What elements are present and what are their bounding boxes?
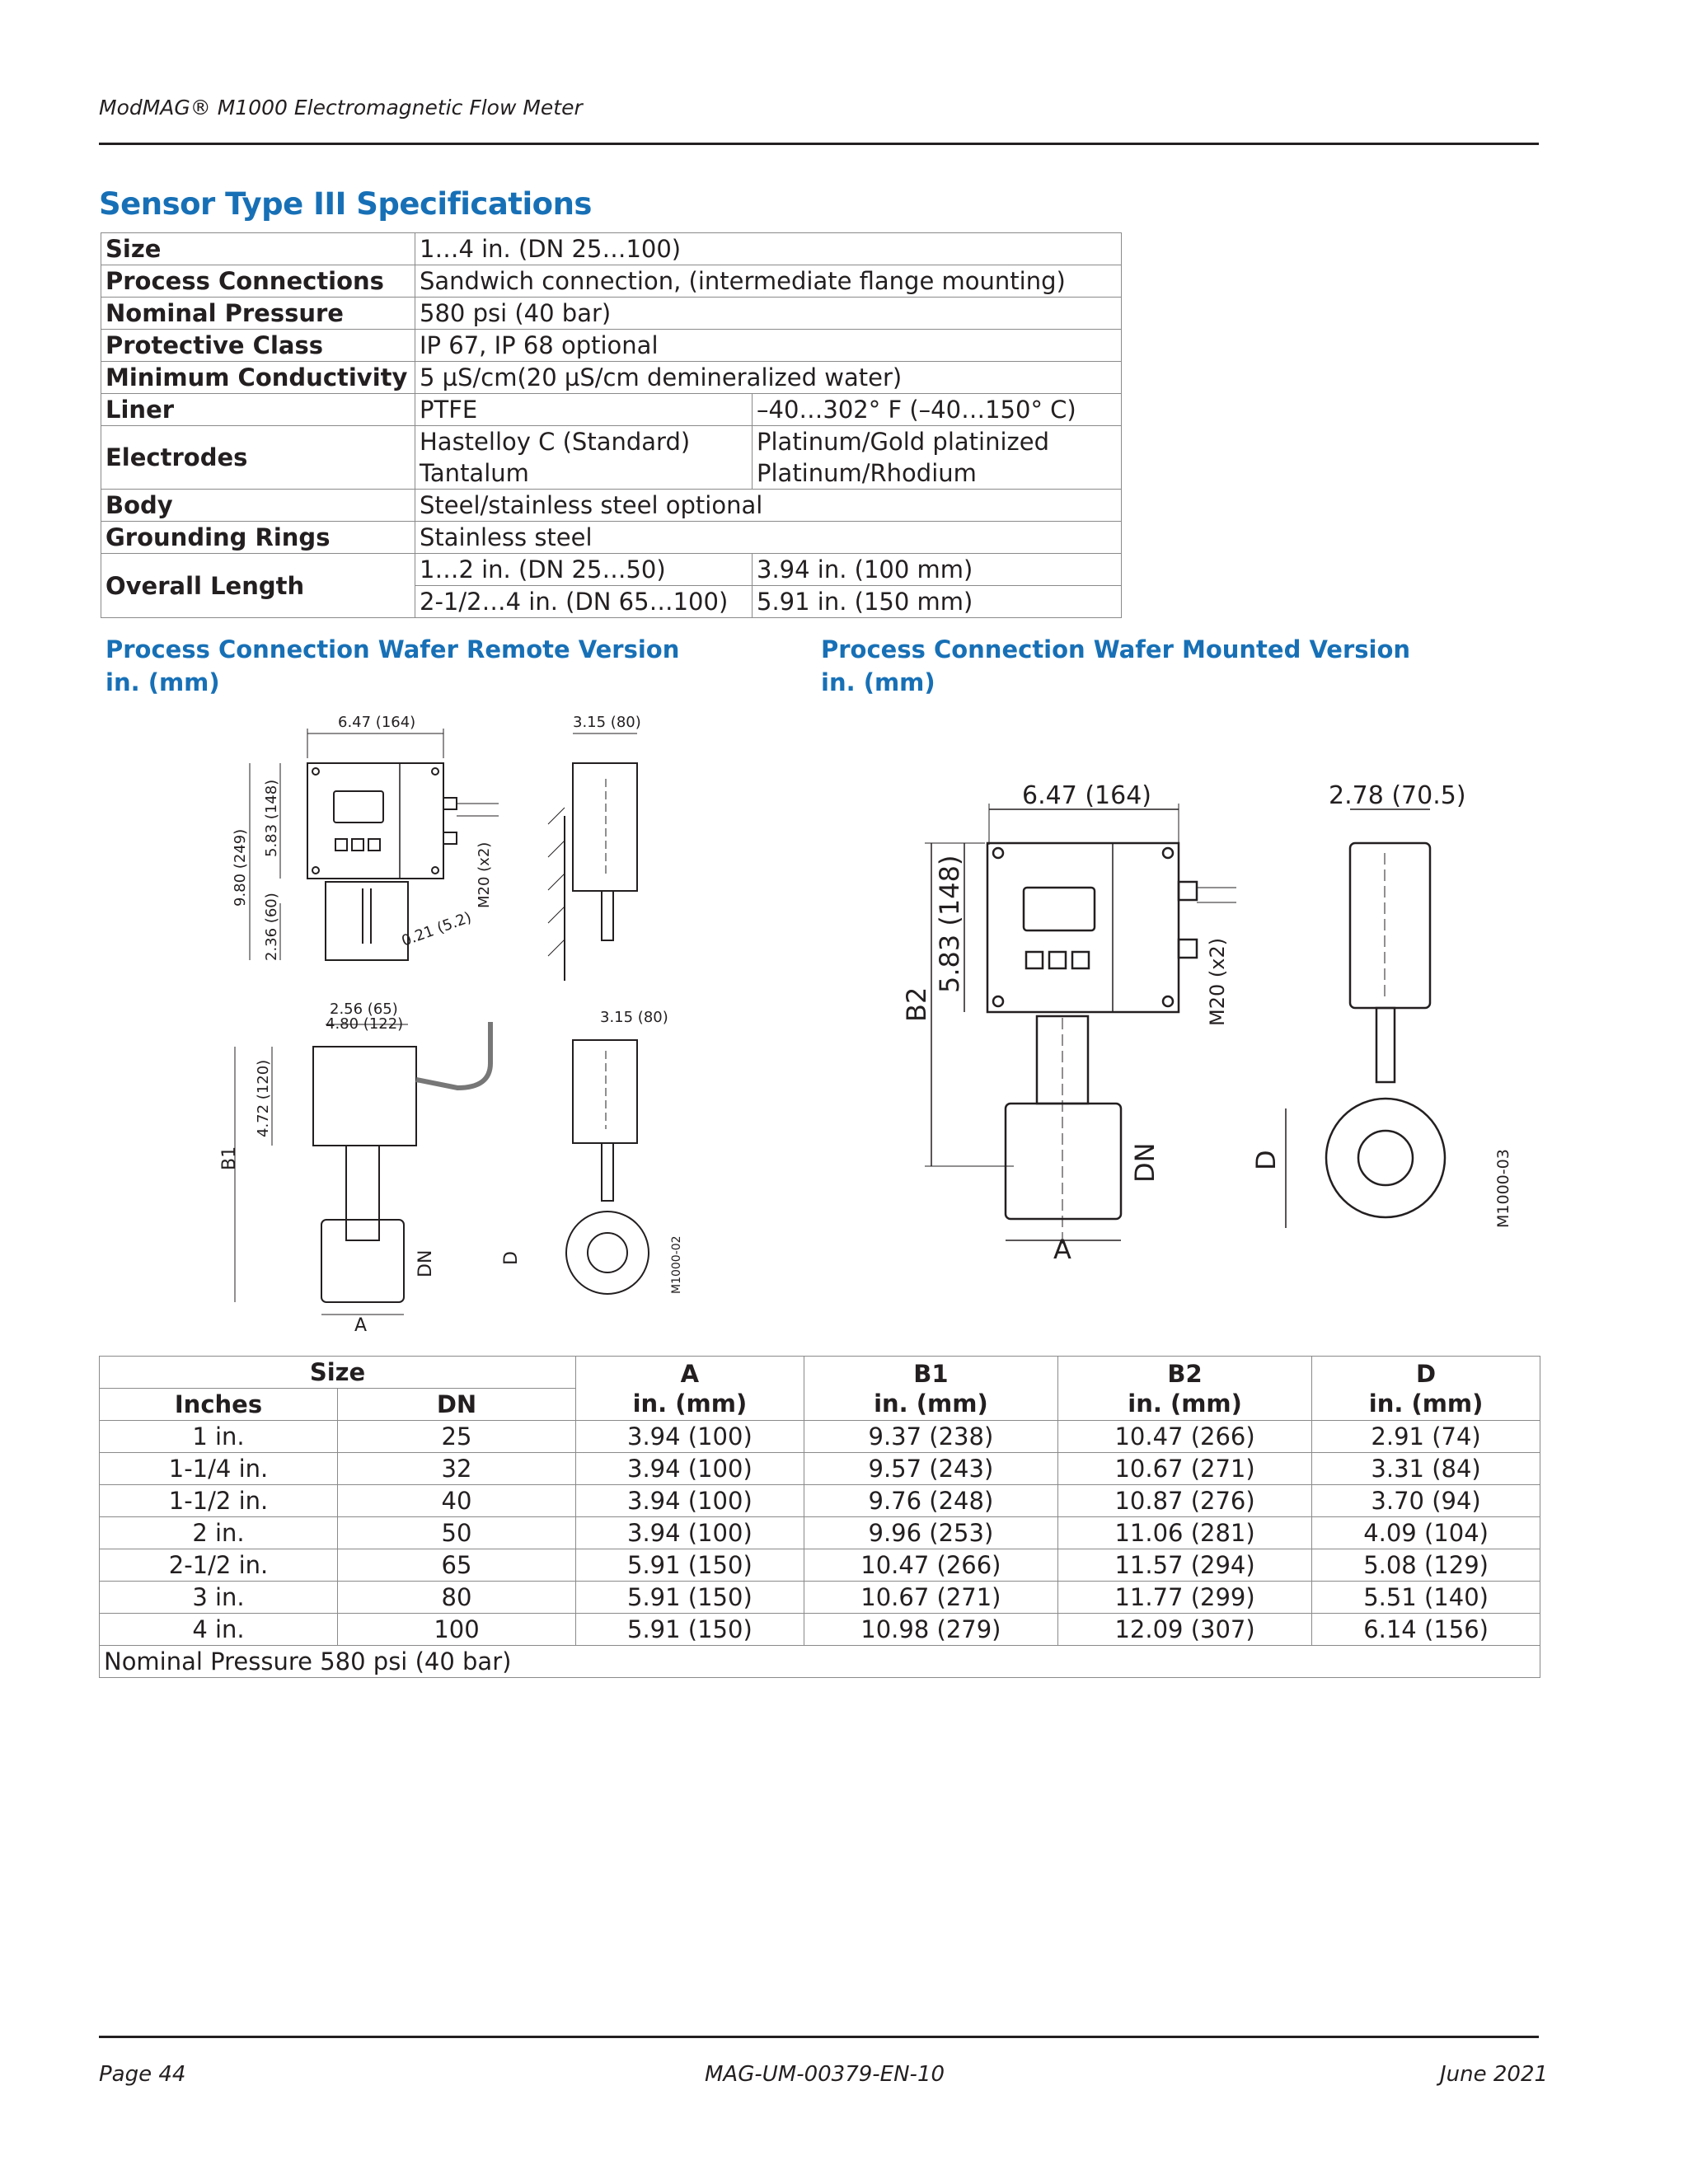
spec-label: Size: [101, 233, 415, 265]
spec-row-process-connections: [101, 265, 1122, 298]
spec-value: 5 µS/cm(20 µS/cm demineralized water): [415, 362, 1122, 394]
spec-value: 3.94 in. (100 mm): [753, 554, 1122, 586]
label-height-lower: 2.36 (60): [263, 893, 280, 961]
header-a: [576, 1357, 804, 1421]
spec-value: Steel/stainless steel optional: [415, 490, 1122, 522]
cell-a: 5.91 (150): [576, 1614, 804, 1646]
mounted-version-drawing: [849, 771, 1533, 1265]
spec-value: 2-1/2…4 in. (DN 65…100): [415, 586, 753, 618]
header-inches: Inches: [100, 1389, 338, 1421]
cell-dn: 25: [338, 1421, 576, 1453]
dim-note: Nominal Pressure 580 psi (40 bar): [100, 1646, 1540, 1678]
keypad-button: [1072, 952, 1089, 968]
label-b2: B2: [901, 987, 932, 1022]
junction-box: [313, 1047, 416, 1146]
cell-inches: 3 in.: [100, 1582, 338, 1614]
keypad-button: [335, 839, 347, 851]
label-height-total: 9.80 (249): [232, 828, 249, 907]
cell-inches: 1-1/4 in.: [100, 1453, 338, 1485]
diagram-left-title-line2: in. (mm): [106, 668, 220, 696]
spec-label: Overall Length: [101, 554, 415, 618]
display-window: [1024, 888, 1095, 930]
label-d: D: [1250, 1150, 1282, 1170]
cell-b1: 9.57 (243): [804, 1453, 1057, 1485]
diagram-right-title-line2: in. (mm): [821, 668, 935, 696]
cell-inches: 1 in.: [100, 1421, 338, 1453]
cell-inches: 2 in.: [100, 1517, 338, 1549]
label-screw: 0.21 (5.2): [399, 908, 474, 950]
spec-label: Minimum Conductivity: [101, 362, 415, 394]
header-d-line1: D: [1416, 1359, 1437, 1388]
cell-d: 6.14 (156): [1312, 1614, 1540, 1646]
header-rule: [99, 143, 1539, 145]
label-bracket-wide: 4.80 (122): [326, 1015, 404, 1033]
label-height-box: 5.83 (148): [263, 779, 280, 857]
remote-version-drawing: [210, 709, 705, 1335]
cell-b2: 10.47 (266): [1057, 1421, 1311, 1453]
header-a-line2: in. (mm): [632, 1389, 748, 1418]
table-row: [100, 1614, 1540, 1646]
spec-label: Process Connections: [101, 265, 415, 298]
table-row: [100, 1517, 1540, 1549]
spec-value: Sandwich connection, (intermediate flange mounting): [415, 265, 1122, 298]
cell-b2: 11.57 (294): [1057, 1549, 1311, 1582]
dim-header-row: [100, 1357, 1540, 1389]
header-b2-line2: in. (mm): [1128, 1389, 1242, 1418]
cell-a: 3.94 (100): [576, 1485, 804, 1517]
keypad-button: [1026, 952, 1043, 968]
spec-value: Platinum/Gold platinized: [753, 426, 1122, 458]
spec-row-body: [101, 490, 1122, 522]
table-row: [100, 1453, 1540, 1485]
footer-date: June 2021: [1440, 2062, 1549, 2087]
header-d: [1312, 1357, 1540, 1421]
label-dn: DN: [1129, 1142, 1160, 1183]
table-row: [100, 1485, 1540, 1517]
diagram-right-title-line1: Process Connection Wafer Mounted Version: [821, 635, 1411, 663]
spec-label: Grounding Rings: [101, 522, 415, 554]
label-gland: M20 (x2): [476, 841, 493, 908]
cell-dn: 50: [338, 1517, 576, 1549]
header-title: ModMAG® M1000 Electromagnetic Flow Meter: [99, 96, 583, 120]
label-b1: B1: [219, 1146, 240, 1170]
spec-row-protective-class: [101, 330, 1122, 362]
cell-b2: 12.09 (307): [1057, 1614, 1311, 1646]
drawing-code: M1000-03: [1494, 1149, 1512, 1228]
diagram-left-title: [106, 633, 679, 699]
label-depth: 2.78 (70.5): [1329, 781, 1466, 810]
spec-value: IP 67, IP 68 optional: [415, 330, 1122, 362]
cell-b2: 10.87 (276): [1057, 1485, 1311, 1517]
cell-a: 3.94 (100): [576, 1421, 804, 1453]
drawing-code: M1000-02: [670, 1235, 683, 1294]
spec-label: Nominal Pressure: [101, 298, 415, 330]
label-bracket-small: 2.56 (65): [330, 1001, 398, 1018]
display-window: [334, 791, 383, 823]
spec-row-size: [101, 233, 1122, 265]
table-row: [100, 1421, 1540, 1453]
cell-d: 3.70 (94): [1312, 1485, 1540, 1517]
header-b1-line2: in. (mm): [874, 1389, 988, 1418]
label-box-small: 4.72 (120): [255, 1059, 272, 1137]
cell-dn: 80: [338, 1582, 576, 1614]
cell-b2: 10.67 (271): [1057, 1453, 1311, 1485]
cell-inches: 1-1/2 in.: [100, 1485, 338, 1517]
spec-value: 1…2 in. (DN 25…50): [415, 554, 753, 586]
spec-row-grounding-rings: [101, 522, 1122, 554]
transmitter-housing: [307, 763, 443, 879]
label-a: A: [1053, 1234, 1071, 1265]
label-width-top: 6.47 (164): [338, 714, 416, 731]
label-depth-top: 3.15 (80): [573, 714, 641, 731]
dim-note-row: [100, 1646, 1540, 1678]
cell-b1: 10.98 (279): [804, 1614, 1057, 1646]
keypad-button: [368, 839, 380, 851]
spec-label: Body: [101, 490, 415, 522]
spec-value: PTFE: [415, 394, 753, 426]
dimensions-table: [99, 1356, 1540, 1678]
cell-d: 5.51 (140): [1312, 1582, 1540, 1614]
header-size: Size: [100, 1357, 576, 1389]
sensor-ring: [1326, 1099, 1445, 1217]
side-view-housing: [573, 763, 637, 891]
mounting-bracket: [326, 882, 408, 960]
cell-b1: 10.47 (266): [804, 1549, 1057, 1582]
spec-value: 580 psi (40 bar): [415, 298, 1122, 330]
spec-row-nominal-pressure: [101, 298, 1122, 330]
cell-inches: 4 in.: [100, 1614, 338, 1646]
label-gland: M20 (x2): [1206, 937, 1229, 1026]
label-width: 6.47 (164): [1022, 781, 1152, 810]
header-b1-line1: B1: [913, 1359, 949, 1388]
spec-row-minimum-conductivity: [101, 362, 1122, 394]
footer-rule: [99, 2036, 1539, 2038]
label-d: D: [501, 1251, 522, 1265]
table-row: [100, 1582, 1540, 1614]
header-d-line2: in. (mm): [1368, 1389, 1484, 1418]
side-view-housing: [1350, 843, 1430, 1008]
sensor-body: [1006, 1104, 1121, 1219]
label-height-box: 5.83 (148): [934, 855, 965, 993]
spec-value: 5.91 in. (150 mm): [753, 586, 1122, 618]
footer-doc-number: MAG-UM-00379-EN-10: [705, 2062, 945, 2087]
diagram-left-title-line1: Process Connection Wafer Remote Version: [106, 635, 680, 663]
spec-label: Liner: [101, 394, 415, 426]
spec-value: Hastelloy C (Standard): [415, 426, 753, 458]
cell-d: 3.31 (84): [1312, 1453, 1540, 1485]
cell-a: 3.94 (100): [576, 1517, 804, 1549]
cell-b1: 9.96 (253): [804, 1517, 1057, 1549]
header-a-line1: A: [680, 1359, 700, 1388]
label-dn: DN: [415, 1249, 436, 1277]
cell-d: 5.08 (129): [1312, 1549, 1540, 1582]
keypad-button: [1049, 952, 1066, 968]
cell-b2: 11.77 (299): [1057, 1582, 1311, 1614]
header-b2: [1057, 1357, 1311, 1421]
cell-dn: 32: [338, 1453, 576, 1485]
label-depth-lower: 3.15 (80): [600, 1009, 668, 1026]
spec-row-electrodes: [101, 426, 1122, 458]
cell-dn: 40: [338, 1485, 576, 1517]
footer-page: Page 44: [99, 2062, 186, 2087]
table-row: [100, 1549, 1540, 1582]
cell-dn: 65: [338, 1549, 576, 1582]
spec-value: –40…302° F (–40…150° C): [753, 394, 1122, 426]
spec-value: 1…4 in. (DN 25…100): [415, 233, 1122, 265]
spec-label: Protective Class: [101, 330, 415, 362]
spec-table: [101, 232, 1122, 618]
spec-row-liner: [101, 394, 1122, 426]
cell-b2: 11.06 (281): [1057, 1517, 1311, 1549]
cell-d: 2.91 (74): [1312, 1421, 1540, 1453]
cell-dn: 100: [338, 1614, 576, 1646]
sensor-ring: [566, 1212, 649, 1294]
cell-a: 5.91 (150): [576, 1549, 804, 1582]
sensor-body: [321, 1220, 404, 1302]
cell-b1: 9.37 (238): [804, 1421, 1057, 1453]
cell-inches: 2-1/2 in.: [100, 1549, 338, 1582]
label-a: A: [354, 1315, 368, 1335]
dim-table-body: [100, 1421, 1540, 1646]
header-b2-line1: B2: [1167, 1359, 1203, 1388]
header-dn: DN: [338, 1389, 576, 1421]
cell-b1: 10.67 (271): [804, 1582, 1057, 1614]
cell-b1: 9.76 (248): [804, 1485, 1057, 1517]
spec-value: Platinum/Rhodium: [753, 457, 1122, 490]
diagram-right-title: [821, 633, 1410, 699]
keypad-button: [352, 839, 363, 851]
cell-a: 5.91 (150): [576, 1582, 804, 1614]
cell-d: 4.09 (104): [1312, 1517, 1540, 1549]
section-title: Sensor Type III Specifications: [99, 186, 592, 222]
header-b1: [804, 1357, 1057, 1421]
spec-label: Electrodes: [101, 426, 415, 490]
side-view-junction: [573, 1040, 637, 1143]
spec-value: Tantalum: [415, 457, 753, 490]
spec-row-overall-length: [101, 554, 1122, 586]
cell-a: 3.94 (100): [576, 1453, 804, 1485]
transmitter-housing: [987, 843, 1179, 1012]
spec-value: Stainless steel: [415, 522, 1122, 554]
